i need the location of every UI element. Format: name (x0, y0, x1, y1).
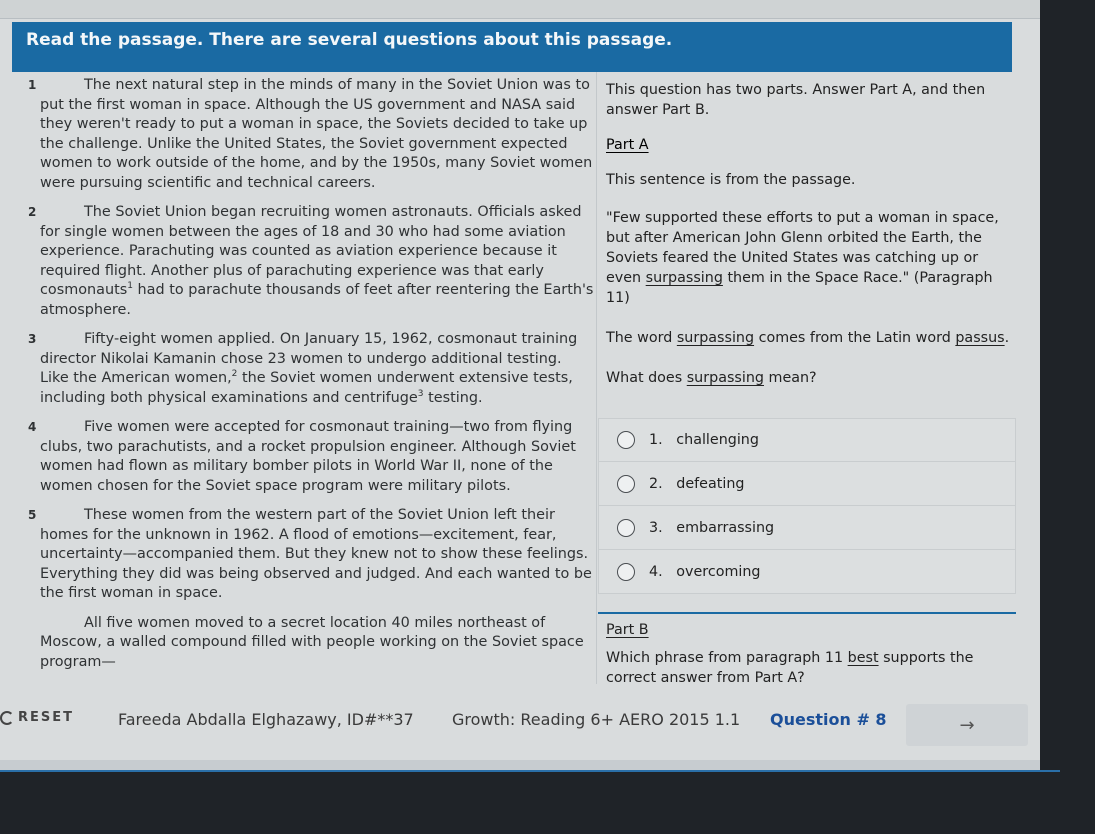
student-name: Fareeda Abdalla Elghazawy, ID#**37 (118, 710, 414, 729)
question-prompt: What does surpassing mean? (606, 370, 817, 386)
paragraph-number: 5 (28, 508, 37, 522)
paragraph-text: Fifty-eight women applied. On January 15, 1962, cosmonaut training director Nikolai Kamanin chose 23 women to undergo additional testing. Like the American women,$^2$ the Soviet women underwent extensive tests, including both physical examinations and centrifuge$^3$ testing. (40, 331, 578, 406)
answer-options (598, 418, 1016, 594)
reset-label: RESET (18, 710, 75, 725)
part-b-label: Part B (606, 622, 649, 638)
answer-option-3[interactable] (598, 506, 1016, 550)
answer-option-2[interactable] (598, 462, 1016, 506)
paragraph-text: The Soviet Union began recruiting women astronauts. Officials asked for single women between the ages of 18 and 30 who had some aviation experience. Parachuting was counted as aviation experience because it required flight. Another plus of parachuting experience was that early cosmonauts$^1$ had to parachute thousands of feet after reentering the Earth's atmosphere. (40, 204, 594, 318)
option-label: 3. embarrassing (649, 519, 775, 536)
footnote-marker[interactable]: 3 (417, 388, 424, 399)
instruction-banner (12, 22, 1012, 72)
screen-edge-line (0, 770, 1060, 772)
radio-button[interactable] (617, 475, 635, 493)
paragraph-number: 2 (28, 205, 37, 219)
paragraph-number: 3 (28, 332, 37, 346)
option-label: 4. overcoming (649, 563, 761, 580)
paragraph-text: All five women moved to a secret location 40 miles northeast of Moscow, a walled compound filled with people working on the Soviet space program— (40, 614, 584, 670)
paragraph-3 (12, 330, 594, 408)
sentence-intro: This sentence is from the passage. (606, 172, 856, 188)
footnote-marker[interactable]: 1 (127, 281, 133, 292)
highlighted-word: surpassing (645, 270, 723, 286)
paragraph-number: 4 (28, 420, 37, 434)
word-origin: The word surpassing comes from the Latin word passus. (606, 330, 1010, 346)
radio-button[interactable] (617, 563, 635, 581)
paragraph-1 (12, 76, 594, 193)
paragraph-4 (12, 418, 594, 496)
radio-button[interactable] (617, 431, 635, 449)
next-button[interactable] (906, 704, 1028, 746)
paragraph-5 (12, 506, 594, 604)
question-intro: This question has two parts. Answer Part A, and then answer Part B. (606, 82, 986, 118)
option-label: 2. defeating (649, 475, 745, 492)
reset-icon (0, 711, 14, 725)
paragraph-text: Five women were accepted for cosmonaut training—two from flying clubs, two parachutists, and a rocket propulsion engineer. Although Soviet women had flown as military bomber pilots in World War II, none of the women chosen for the Soviet space program were military pilots. (40, 419, 576, 494)
paragraph-6 (12, 614, 594, 673)
paragraph-text: The next natural step in the minds of many in the Soviet Union was to put the first woman in space. Although the US government and NASA said they weren't ready to put a woman in space, the Soviets decided to take up the challenge. Unlike the United States, the Soviet government expected women to work outside of the home, and by the 1950s, many Soviet women were pursuing scientific and technical careers. (40, 77, 593, 191)
answer-option-1[interactable] (598, 418, 1016, 462)
radio-button[interactable] (617, 519, 635, 537)
top-strip (0, 0, 1040, 19)
test-name: Growth: Reading 6+ AERO 2015 1.1 (452, 710, 741, 729)
answer-option-4[interactable] (598, 550, 1016, 594)
footer-bar (0, 700, 1040, 748)
part-b-prompt: Which phrase from paragraph 11 best supports the correct answer from Part A? (606, 650, 974, 686)
footnote-marker[interactable]: 2 (231, 369, 238, 380)
paragraph-text: These women from the western part of the Soviet Union left their homes for the unknown in 1962. A flood of emotions—excitement, fear, uncertainty—accompanied them. But they knew not to show these feelings. Everything they did was being observed and judged. And each wanted to be the first woman in space. (40, 507, 592, 601)
question-panel (606, 72, 1016, 388)
panel-divider (596, 72, 597, 684)
bottom-bar (0, 760, 1040, 770)
question-number: Question # 8 (770, 710, 887, 729)
quoted-sentence: "Few supported these efforts to put a woman in space, but after American John Glenn orbited the Earth, the Soviets feared the United States was catching up or even surpassing them in the Space Race." (Paragraph 11) (606, 210, 999, 306)
part-a-label: Part A (606, 137, 649, 153)
option-label: 1. challenging (649, 432, 759, 448)
passage-panel[interactable] (12, 72, 594, 684)
paragraph-2 (12, 203, 594, 320)
part-b-divider (598, 612, 1016, 614)
instruction-text: Read the passage. There are several questions about this passage. (26, 30, 673, 50)
reset-button[interactable] (0, 710, 74, 725)
arrow-right-icon: → (959, 714, 975, 736)
paragraph-number: 1 (28, 78, 37, 92)
